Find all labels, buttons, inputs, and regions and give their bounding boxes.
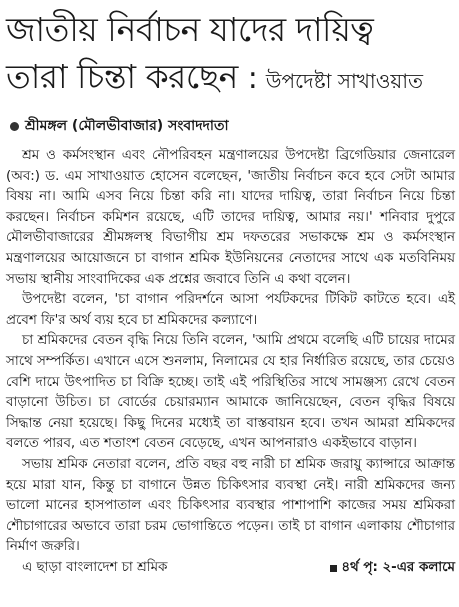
headline-line-2-main: তারা চিন্তা করছেন [6, 57, 238, 96]
continuation-lead: এ ছাড়া বাংলাদেশ চা শ্রমিক [22, 559, 168, 575]
byline [6, 114, 455, 138]
paragraph: শ্রম ও কর্মসংস্থান এবং নৌপরিবহন মন্ত্রণালয়ের উপদেষ্টা ব্রিগেডিয়ার জেনারেল (অব:) ড. এম সাখাওয়াত হোসেন বলেছেন, 'জাতীয় নির্বাচন কবে হবে সেটা আমার বিষয় না। আমি এসব নিয়ে চিন্তা করি না। যাদের দায়িত্ব, তারা নির্বাচন নিয়ে চিন্তা করছেন। নির্বাচন কমিশন রয়েছে, এটি তাদের দায়িত্ব, আমার নয়।' শনিবার দুপুরে মৌলভীবাজারের শ্রীমঙ্গলস্থ বিভাগীয় শ্রম দফতরের সভাকক্ষে শ্রম ও কর্মসংস্থান মন্ত্রণালয়ের আয়োজনে চা বাগান শ্রমিক ইউনিয়নের নেতাদের সাথে এক মতবিনিময় সভায় স্থানীয় সাংবাদিকের এক প্রশ্নের জবাবে তিনি এ কথা বলেন। [6, 148, 455, 287]
square-bullet-icon [330, 565, 337, 572]
headline-quote-source: উপদেষ্টা সাখাওয়াত [265, 69, 424, 93]
article-body [6, 146, 455, 578]
continuation-line [6, 558, 455, 579]
headline-colon: : [247, 61, 258, 96]
paragraph: উপদেষ্টা বলেন, 'চা বাগান পরিদর্শনে আসা পর্যটকদের টিকিট কাটতে হবে। এই প্রবেশ ফি'র অর্থ ব্যয় হবে চা শ্রমিকদের কল্যাণে। [6, 292, 455, 328]
headline [6, 0, 455, 104]
headline-line-2 [6, 54, 455, 104]
headline-line-1: জাতীয় নির্বাচন যাদের দায়িত্ব [6, 10, 374, 49]
byline-text: শ্রীমঙ্গল (মৌলভীবাজার) সংবাদদাতা [25, 118, 229, 134]
paragraph: সভায় শ্রমিক নেতারা বলেন, প্রতি বছর বহু নারী চা শ্রমিক জরায়ু ক্যান্সারে আক্রান্ত হয়ে মারা যান, কিন্তু চা বাগানে উন্নত চিকিৎসার ব্যবস্থা নেই। নারী শ্রমিকদের জন্য ভালো মানের হাসপাতাল এবং চিকিৎসার ব্যবস্থার পাশাপাশি কাজের সময় শ্রমিকরা শৌচাগারের অভাবে তারা চরম ভোগান্তিতে পড়েন। তাই চা বাগান এলাকায় শৌচাগার নির্মাণ জরুরি। [6, 456, 455, 555]
continuation-jump [330, 558, 455, 579]
continuation-jump-text: ৪র্থ পৃ: ২-এর কলামে [341, 559, 455, 575]
paragraph: চা শ্রমিকদের বেতন বৃদ্ধি নিয়ে তিনি বলেন, 'আমি প্রথমে বলেছি এটি চায়ের দামের সাথে সম্পর্কিত। এখানে এসে শুনলাম, নিলামের যে হার নির্ধারিত রয়েছে, তার চেয়েও বেশি দামে উৎপাদিত চা বিক্রি হচ্ছে। তাই এই পরিস্থিতির সাথে সামঞ্জস্য রেখে বেতন বাড়ানো উচিত। চা বোর্ডের চেয়ারম্যান আমাকে জানিয়েছেন, বেতন বৃদ্ধির বিষয়ে সিদ্ধান্ত নেয়া হয়েছে। কিছু দিনের মধ্যেই তা বাস্তবায়ন হবে। তখন আমরা শ্রমিকদের বলতে পারব, এত শতাংশ বেতন বেড়েছে, এখন আপনারাও একইভাবে বাড়ান। [6, 333, 455, 452]
bullet-icon [10, 122, 19, 131]
